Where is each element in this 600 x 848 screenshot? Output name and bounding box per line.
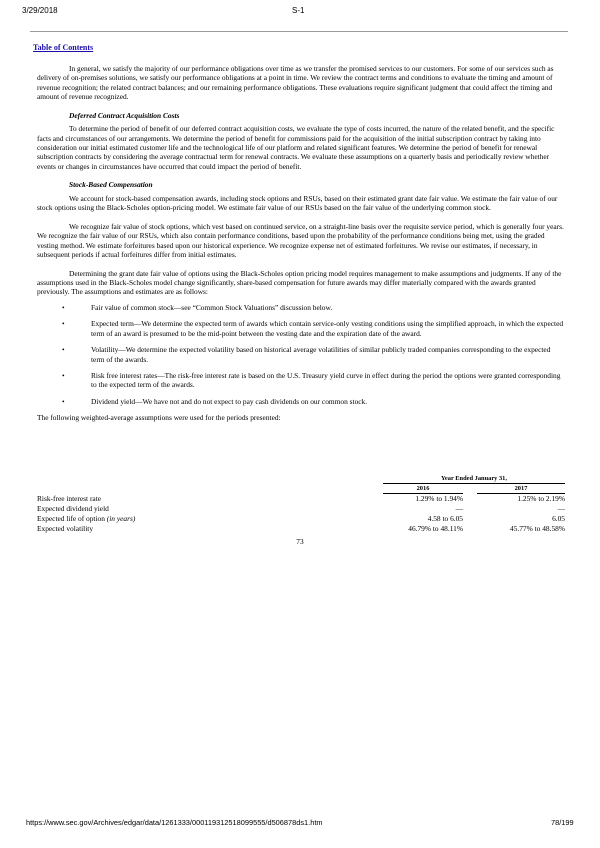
paragraph-stock-options-recognition: We recognize fair value of stock options, which vest based on continued service, on a straight-line basis over the requisite service period, which is generally four years. We recognize the fair value of our RSUs, which also contain performance conditions, based upon the probability of the performance conditions being met, using the graded vesting method. We estimate forfeitures based upon our historical experience. We recognize expense net of estimated forfeitures. We revise our estimates, if necessary, in subsequent periods if actual forfeitures differ from initial estimates. [37,221,564,260]
assumptions-list [37,303,565,406]
paragraph-weighted-average-intro: The following weighted-average assumptions were used for the periods presented: [37,413,281,423]
table-row: Expected dividend yield — — [37,504,565,513]
table-row: Expected volatility 46.79% to 48.11% 45.77% to 48.58% [37,524,565,533]
bullet-icon: • [62,370,65,380]
table-row: Risk-free interest rate 1.29% to 1.94% 1.25% to 2.19% [37,494,565,503]
column-header-2017: 2017 [514,485,528,492]
paragraph-black-scholes: Determining the grant date fair value of options using the Black-Scholes option pricing model requires management to make assumptions and judgments. If any of the assumptions used in the Black-Scholes model change significantly, share-based compensation for future awards may differ materially compared with the awards granted previously. The assumptions and estimates are as follows: [37,268,562,297]
print-date: 3/29/2018 [22,6,58,15]
bullet-icon: • [62,319,65,329]
print-footer [0,818,600,830]
bullet-icon: • [62,396,65,406]
print-header [0,6,600,20]
list-item: • Expected term—We determine the expected term of awards which contain service-only vesting conditions using the simplified approach, in which the expected term of an award is presumed to be the mid-point between the vesting date and the expiration date of the award. [62,319,564,338]
paragraph-performance-obligations: In general, we satisfy the majority of our performance obligations over time as we transfer the promised services to our customers. For some of our services such as delivery of on-premises solutions, we satisfy our performance obligations at a point in time. We review the contract terms and conditions to evaluate the timing and amount of revenue recognition; the related contract balances; and our remaining performance obligations. These evaluations require significant judgment that could affect the timing and amount of revenue recognized. [37,64,554,102]
column-header-2016: 2016 [416,485,430,492]
page-number: 73 [296,537,304,546]
table-row: Expected life of option (in years) 4.58 to 6.05 6.05 [37,514,565,523]
footer-page-count: 78/199 [551,818,574,827]
list-item: • Risk free interest rates—The risk-free interest rate is based on the U.S. Treasury yield curve in effect during the period the options were granted corresponding to the expected term of the awards. [62,370,561,390]
heading-deferred-contract-acquisition-costs: Deferred Contract Acquisition Costs [69,110,180,120]
paragraph-stock-comp-fair-value: We account for stock-based compensation awards, including stock options and RSUs, based on their estimated grant date fair value. We estimate the fair value of our stock options using the Black-Scholes option-pricing model. We estimate fair value of our RSUs based on the fair value of the underlying common stock. [37,193,558,213]
heading-stock-based-compensation: Stock-Based Compensation [69,180,153,190]
paragraph-deferred-costs: To determine the period of benefit of our deferred contract acquisition costs, we evaluate the type of costs incurred, the nature of the related benefit, and the specific facts and circumstances of our arrangements. We determine the period of benefit for commissions paid for the acquisition of the initial subscription contract by taking into consideration our initial estimated customer life and the technological life of our platform and related significant features. We determine the period of benefit for renewal subscription contracts by considering the average contractual term for renewal contracts. We evaluate these assumptions on a quarterly basis and periodically review whether events or changes in circumstances have occurred that could impact the period of benefit. [37,124,555,171]
table-of-contents-link[interactable]: Table of Contents [33,43,94,52]
list-item: • Volatility—We determine the expected volatility based on historical average volatilities of similar publicly traded companies corresponding to the expected term of the awards. [62,345,551,364]
footer-url: https://www.sec.gov/Archives/edgar/data/1261333/000119312518099555/d506878ds1.htm [26,818,323,827]
bullet-icon: • [62,302,65,312]
header-divider [30,31,568,32]
bullet-icon: • [62,345,65,355]
list-item: • Fair value of common stock—see “Common Stock Valuations” discussion below. [62,302,333,312]
table-group-header: Year Ended January 31, [441,475,507,482]
document-body [37,64,565,432]
list-item: • Dividend yield—We have not and do not expect to pay cash dividends on our common stock. [62,396,368,406]
print-title: S-1 [292,6,305,15]
